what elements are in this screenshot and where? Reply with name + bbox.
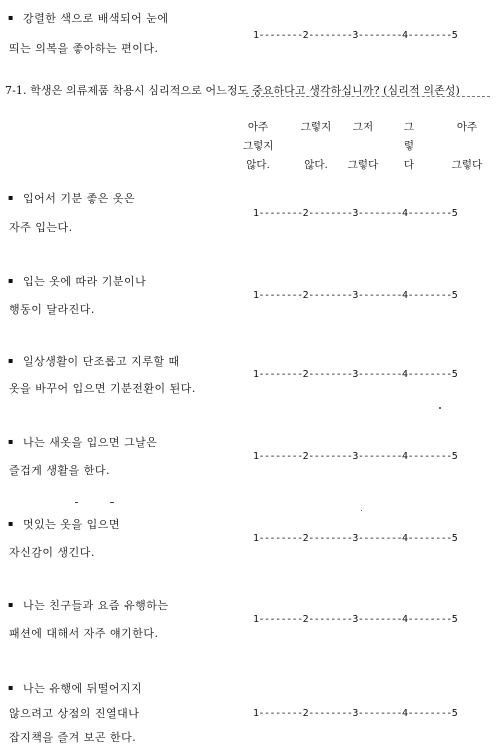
header-text: 그렇다 [347,159,379,171]
header-text: 렇 [403,140,415,152]
item-line: 즐겁게 생활을 한다. [9,464,110,477]
item-line: 행동이 달라진다. [9,303,95,316]
scan-speck [361,510,362,511]
header-col-3 [343,118,383,175]
item-line: 패션에 대해서 자주 얘기한다. [9,627,159,640]
item-line: 입는 옷에 따라 기분이나 [23,275,147,288]
header-text: 아주 [247,121,269,133]
header-text [343,137,383,156]
header-col-2 [296,118,336,175]
header-text [446,137,488,156]
rating-scale[interactable]: 1--------2--------3--------4--------5 [253,614,458,625]
rating-scale[interactable]: 1--------2--------3--------4--------5 [253,533,458,544]
header-text: 아주 [456,121,478,133]
header-text [296,137,336,156]
bullet-icon: ▪ [8,193,14,202]
bullet-icon: ▪ [8,276,14,285]
scan-speck [75,502,78,503]
header-text: 그저 [352,121,374,133]
header-col-5 [446,118,488,175]
rating-scale[interactable]: 1--------2--------3--------4--------5 [253,290,458,301]
header-text: 그렇지 [300,121,332,133]
item-line: 옷을 바꾸어 입으면 기분전환이 된다. [9,382,196,395]
rating-scale[interactable]: 1--------2--------3--------4--------5 [253,708,458,719]
rating-scale[interactable]: 1--------2--------3--------4--------5 [253,369,458,380]
header-text: 않다. [304,159,328,171]
item-line: 강렬한 색으로 배색되어 눈에 [23,12,169,25]
header-text: 않다. [246,159,270,171]
item-line: 잡지책을 즐겨 보곤 한다. [9,731,137,744]
item-line: 자주 입는다. [9,221,73,234]
header-text: 그렇지 [243,140,274,152]
item-line: 멋있는 옷을 입으면 [23,518,121,531]
bullet-icon: ▪ [8,437,14,446]
question-heading: 7-1. 학생은 의류제품 착용시 심리적으로 어느정도 중요하다고 생각하십니까? (심리적 의존성) [5,84,460,97]
heading-underline [246,96,490,98]
bullet-icon: ▪ [8,356,14,365]
item-line: 띄는 의복을 좋아하는 편이다. [9,42,159,55]
header-col-4 [399,118,419,175]
bullet-icon: ▪ [8,519,14,528]
scan-speck [110,502,114,503]
bullet-icon: ▪ [8,683,14,692]
scan-speck [439,407,441,409]
header-text: 그 [403,121,415,133]
rating-scale[interactable]: 1--------2--------3--------4--------5 [253,451,458,462]
bullet-icon: ▪ [8,600,14,609]
item-line: 나는 새옷을 입으면 그날은 [23,436,158,449]
item-line: 일상생활이 단조롭고 지루할 때 [23,355,180,368]
rating-scale[interactable]: 1--------2--------3--------4--------5 [253,208,458,219]
rating-scale[interactable]: 1--------2--------3--------4--------5 [253,30,458,41]
item-line: 나는 유행에 뒤떨어지지 [23,682,143,695]
header-text: 다 [403,159,415,171]
bullet-icon: ▪ [8,13,14,22]
item-line: 자신감이 생긴다. [9,546,95,559]
item-line: 않으려고 상점의 진열대나 [9,707,140,720]
item-line: 나는 친구들과 요즘 유행하는 [23,599,169,612]
header-text: 그렇다 [451,159,483,171]
item-line: 입어서 기분 좋은 옷은 [23,192,136,205]
header-col-1 [243,118,273,175]
